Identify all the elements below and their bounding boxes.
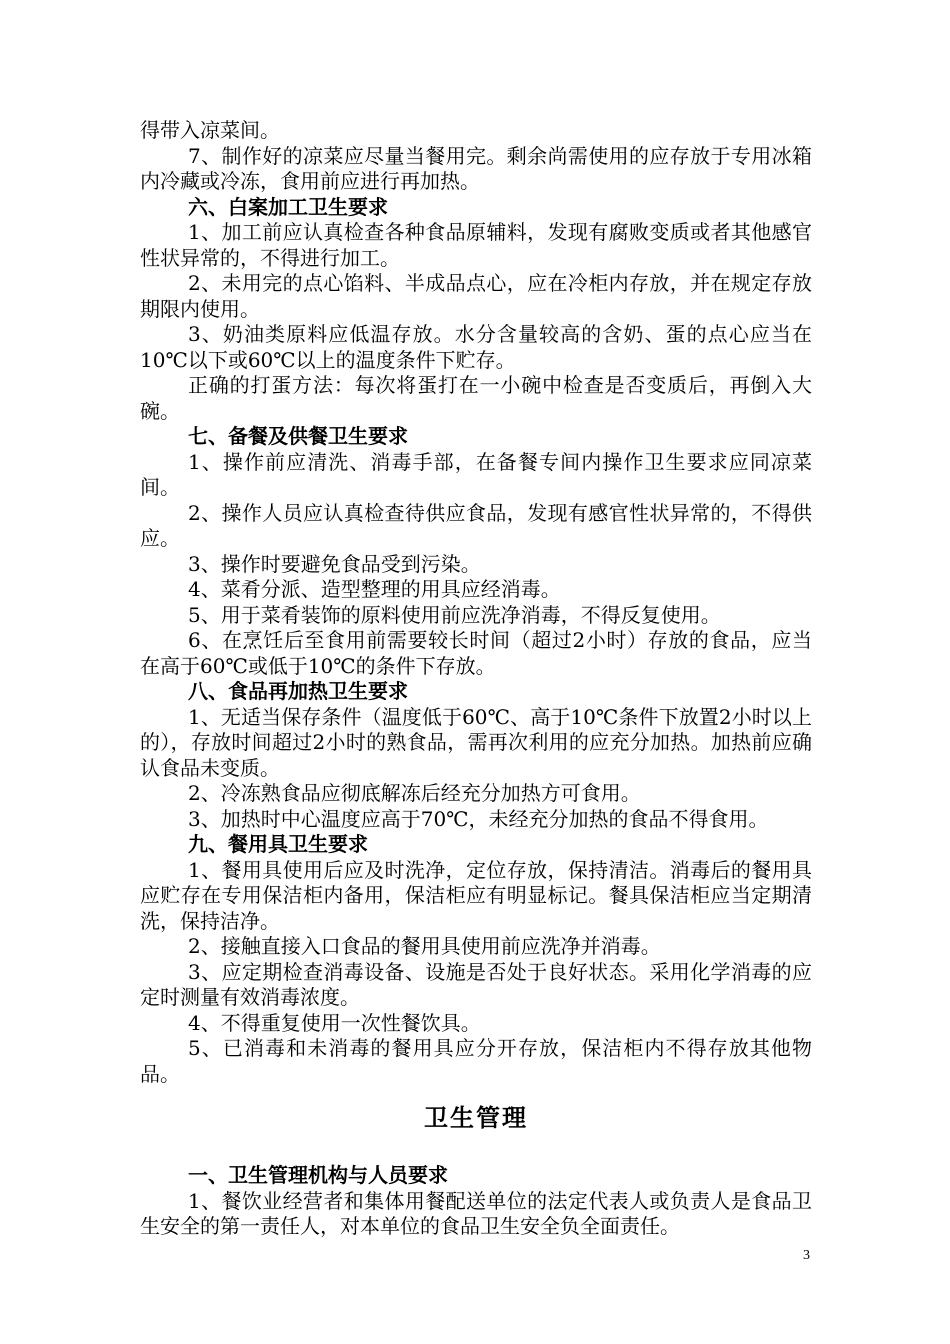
page-number: 3 <box>803 1248 810 1263</box>
section-heading: 一、卫生管理机构与人员要求 <box>188 1163 448 1187</box>
paragraph: 正确的打蛋方法：每次将蛋打在一小碗中检查是否变质后，再倒入大碗。 <box>140 373 812 423</box>
paragraph: 4、不得重复使用一次性餐饮具。 <box>188 1010 481 1035</box>
paragraph: 2、冷冻熟食品应彻底解冻后经充分加热方可食用。 <box>188 781 641 805</box>
section-heading: 八、食品再加热卫生要求 <box>188 679 408 703</box>
paragraph: 7、制作好的凉菜应尽量当餐用完。剩余尚需使用的应存放于专用冰箱内冷藏或冷冻，食用前应进行再加热。 <box>140 143 812 193</box>
section-heading: 九、餐用具卫生要求 <box>188 832 368 856</box>
section-heading: 七、备餐及供餐卫生要求 <box>188 424 408 448</box>
paragraph: 2、接触直接入口食品的餐用具使用前应洗净并消毒。 <box>188 934 661 958</box>
document-body <box>140 118 812 1240</box>
paragraph: 3、应定期检查消毒设备、设施是否处于良好状态。采用化学消毒的应定时测量有效消毒浓度。 <box>140 959 812 1009</box>
paragraph: 6、在烹饪后至食用前需要较长时间（超过2小时）存放的食品，应当在高于60℃或低于10℃的条件下存放。 <box>140 628 812 678</box>
paragraph: 3、操作时要避免食品受到污染。 <box>188 551 481 576</box>
paragraph: 3、奶油类原料应低温存放。水分含量较高的含奶、蛋的点心应当在10℃以下或60℃以上的温度条件下贮存。 <box>140 322 812 372</box>
paragraph: 1、操作前应清洗、消毒手部，在备餐专间内操作卫生要求应同凉菜间。 <box>140 449 812 499</box>
paragraph: 1、无适当保存条件（温度低于60℃、高于10℃条件下放置2小时以上的），存放时间超过2小时的熟食品，需再次利用的应充分加热。加热前应确认食品未变质。 <box>140 704 812 780</box>
paragraph: 5、已消毒和未消毒的餐用具应分开存放，保洁柜内不得存放其他物品。 <box>140 1036 812 1086</box>
paragraph: 5、用于菜肴装饰的原料使用前应洗净消毒，不得反复使用。 <box>188 602 721 627</box>
paragraph: 1、餐用具使用后应及时洗净，定位存放，保持清洁。消毒后的餐用具应贮存在专用保洁柜内备用，保洁柜应有明显标记。餐具保洁柜应当定期清洗，保持洁净。 <box>140 857 812 933</box>
paragraph: 2、未用完的点心馅料、半成品点心，应在冷柜内存放，并在规定存放期限内使用。 <box>140 271 812 321</box>
paragraph: 3、加热时中心温度应高于70℃，未经充分加热的食品不得食用。 <box>188 806 769 831</box>
section-title: 卫生管理 <box>424 1103 528 1132</box>
paragraph: 2、操作人员应认真检查待供应食品，发现有感官性状异常的，不得供应。 <box>140 500 812 550</box>
paragraph: 4、菜肴分派、造型整理的用具应经消毒。 <box>188 577 561 601</box>
paragraph: 得带入凉菜间。 <box>140 118 280 142</box>
paragraph: 1、加工前应认真检查各种食品原辅料，发现有腐败变质或者其他感官性状异常的，不得进行加工。 <box>140 220 812 270</box>
paragraph: 1、餐饮业经营者和集体用餐配送单位的法定代表人或负责人是食品卫生安全的第一责任人，对本单位的食品卫生安全负全面责任。 <box>140 1188 812 1238</box>
section-heading: 六、白案加工卫生要求 <box>188 194 388 219</box>
